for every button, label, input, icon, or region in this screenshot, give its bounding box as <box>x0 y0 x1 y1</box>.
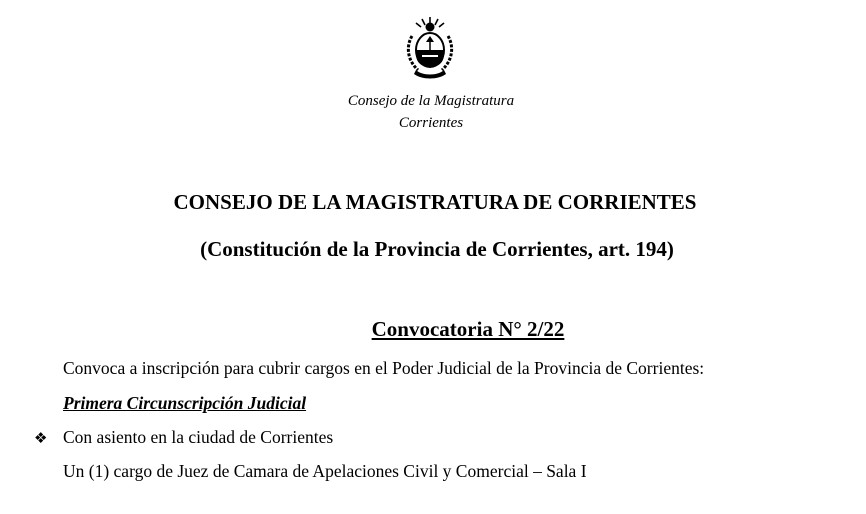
coat-of-arms-icon <box>402 14 458 80</box>
intro-paragraph: Convoca a inscripción para cubrir cargos en el Poder Judicial de la Provincia de Corrientes: <box>63 358 705 378</box>
convocatoria-title: Convocatoria N° 2/22 <box>371 317 565 341</box>
document-title: CONSEJO DE LA MAGISTRATURA DE CORRIENTES <box>173 190 697 214</box>
institution-name: Consejo de la Magistratura <box>347 93 515 109</box>
cargo-line: Un (1) cargo de Juez de Camara de Apelaciones Civil y Comercial – Sala I <box>63 461 587 481</box>
diamond-bullet-icon: ❖ <box>34 429 48 447</box>
circunscripcion-heading: Primera Circunscripción Judicial <box>63 393 307 413</box>
asiento-item: Con asiento en la ciudad de Corrientes <box>63 427 334 447</box>
document-subtitle: (Constitución de la Provincia de Corrientes, art. 194) <box>200 237 674 261</box>
institution-city: Corrientes <box>398 115 464 131</box>
